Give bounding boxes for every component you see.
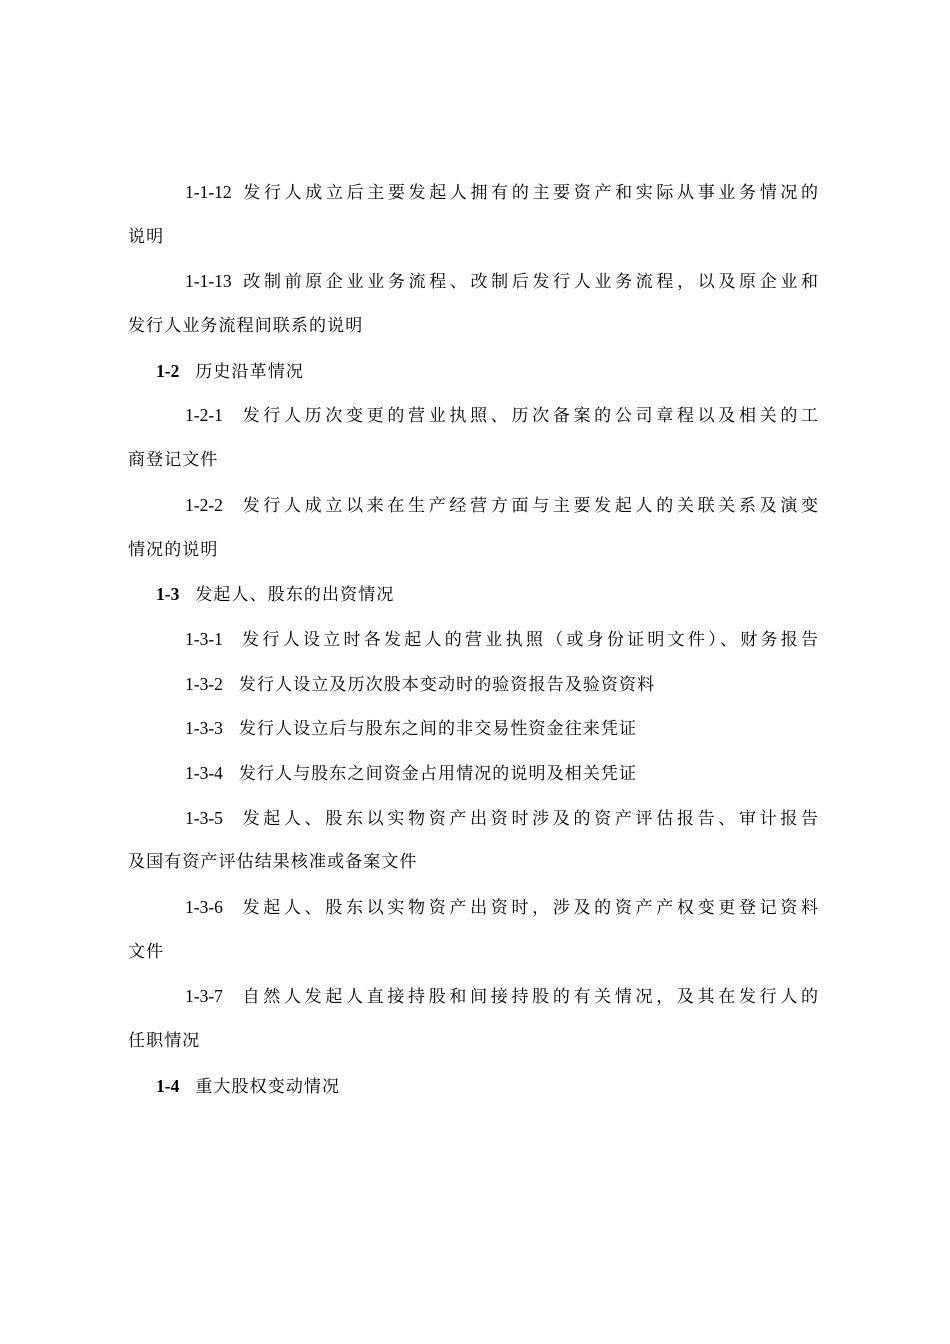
section-title: 重大股权变动情况 (195, 1076, 341, 1097)
item-text: 发行人与股东之间资金占用情况的说明及相关凭证 (238, 763, 638, 784)
item-1-3-6-line1 (128, 885, 818, 930)
item-1-1-13-line1 (128, 259, 818, 304)
item-1-3-7-line2 (128, 1019, 818, 1064)
item-text-continued: 发行人业务流程间联系的说明 (128, 316, 364, 337)
item-text-continued: 任职情况 (128, 1031, 201, 1052)
item-1-3-3 (128, 706, 818, 751)
item-1-1-12-line1 (128, 170, 818, 215)
item-text: 发行人设立后与股东之间的非交易性资金往来凭证 (238, 719, 638, 740)
item-1-1-13-line2 (128, 304, 818, 349)
item-1-3-1 (128, 617, 818, 662)
item-number: 1-3-7 (185, 986, 223, 1007)
item-text: 发起人、股东以实物资产出资时涉及的资产评估报告、审计报告 (238, 808, 818, 829)
section-title: 历史沿革情况 (195, 361, 304, 382)
item-number: 1-3-3 (185, 718, 223, 739)
item-text: 发行人成立后主要发起人拥有的主要资产和实际从事业务情况的 (239, 183, 818, 203)
item-text: 自然人发起人直接持股和间接持股的有关情况，及其在发行人的 (238, 987, 818, 1008)
item-number: 1-3-1 (185, 628, 223, 649)
section-title: 发起人、股东的出资情况 (195, 585, 395, 606)
document-body (128, 170, 818, 1108)
item-1-3-6-line2 (128, 930, 818, 975)
section-heading-1-3 (128, 572, 818, 617)
item-text: 发行人设立时各发起人的营业执照（或身份证明文件）、财务报告 (238, 629, 818, 650)
item-1-2-1-line1 (128, 393, 818, 438)
item-text: 发行人成立以来在生产经营方面与主要发起人的关联关系及演变 (238, 495, 818, 516)
item-1-1-12-line2 (128, 215, 818, 260)
item-1-3-4 (128, 751, 818, 796)
item-text-continued: 说明 (128, 226, 165, 247)
item-number: 1-3-6 (185, 897, 223, 917)
item-number: 1-3-5 (185, 807, 223, 828)
item-text-continued: 及国有资产评估结果核准或备案文件 (128, 852, 418, 873)
section-number: 1-3 (156, 584, 180, 605)
item-text: 改制前原企业业务流程、改制后发行人业务流程，以及原企业和 (239, 272, 818, 293)
item-text: 发行人设立及历次股本变动时的验资报告及验资资料 (238, 674, 656, 695)
item-1-3-7-line1 (128, 974, 818, 1019)
section-heading-1-4 (128, 1064, 818, 1109)
item-number: 1-1-12 (185, 182, 232, 202)
section-number: 1-4 (156, 1075, 180, 1096)
item-1-3-5-line2 (128, 840, 818, 885)
item-text: 发起人、股东以实物资产出资时，涉及的资产产权变更登记资料 (238, 898, 818, 918)
item-1-3-5-line1 (128, 796, 818, 841)
item-1-3-2 (128, 662, 818, 707)
item-text-continued: 商登记文件 (128, 450, 219, 471)
item-text: 发行人历次变更的营业执照、历次备案的公司章程以及相关的工 (238, 406, 818, 427)
item-number: 1-1-13 (185, 271, 232, 292)
item-1-2-1-line2 (128, 438, 818, 483)
item-number: 1-3-4 (185, 762, 223, 783)
item-text-continued: 情况的说明 (128, 539, 219, 560)
item-1-2-2-line2 (128, 528, 818, 573)
item-number: 1-2-1 (185, 405, 223, 426)
section-heading-1-2 (128, 349, 818, 394)
item-1-2-2-line1 (128, 483, 818, 528)
item-text-continued: 文件 (128, 941, 165, 962)
item-number: 1-2-2 (185, 494, 223, 515)
item-number: 1-3-2 (185, 673, 223, 694)
section-number: 1-2 (156, 360, 180, 381)
